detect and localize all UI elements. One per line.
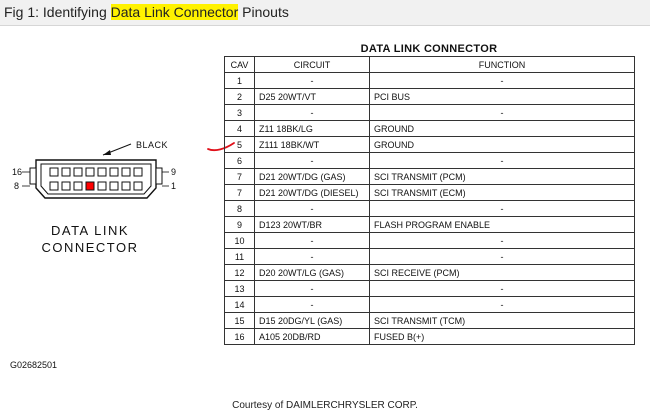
cav-cell: 4	[225, 121, 255, 137]
circuit-cell: Z111 18BK/WT	[255, 137, 370, 153]
circuit-cell: -	[255, 201, 370, 217]
header-circuit: CIRCUIT	[255, 57, 370, 73]
cav-cell: 16	[225, 329, 255, 345]
cav-cell: 1	[225, 73, 255, 89]
cav-cell: 7	[225, 169, 255, 185]
cav-cell: 10	[225, 233, 255, 249]
table-row	[225, 313, 635, 329]
connector-housing	[36, 160, 156, 198]
pin-label-8: 8	[14, 181, 20, 191]
cav-cell: 8	[225, 201, 255, 217]
table-row	[225, 233, 635, 249]
cav-cell: 3	[225, 105, 255, 121]
header-cav: CAV	[225, 57, 255, 73]
function-cell: -	[370, 233, 635, 249]
circuit-cell: -	[255, 233, 370, 249]
courtesy-credit: Courtesy of DAIMLERCHRYSLER CORP.	[232, 400, 418, 411]
table-row	[225, 249, 635, 265]
pin-label-1: 1	[171, 181, 177, 191]
pin-label-9: 9	[171, 167, 177, 177]
function-cell: -	[370, 201, 635, 217]
black-label: BLACK	[136, 140, 169, 150]
cav-cell: 13	[225, 281, 255, 297]
figure-title-suffix: Pinouts	[238, 4, 289, 20]
table-row	[225, 89, 635, 105]
cav-cell: 12	[225, 265, 255, 281]
table-row	[225, 265, 635, 281]
cav-cell: 5	[225, 137, 255, 153]
function-cell: -	[370, 105, 635, 121]
circuit-cell: -	[255, 105, 370, 121]
function-cell: SCI TRANSMIT (TCM)	[370, 313, 635, 329]
header-function: FUNCTION	[370, 57, 635, 73]
circuit-cell: -	[255, 297, 370, 313]
table-row	[225, 185, 635, 201]
highlighted-pin-5	[86, 182, 94, 190]
connector-caption	[30, 222, 150, 256]
table-header-row	[225, 57, 635, 73]
table-row	[225, 105, 635, 121]
function-cell: FUSED B(+)	[370, 329, 635, 345]
circuit-cell: -	[255, 281, 370, 297]
figure-header	[0, 0, 650, 26]
cav-cell: 7	[225, 185, 255, 201]
function-cell: GROUND	[370, 137, 635, 153]
table-row	[225, 73, 635, 89]
circuit-cell: D123 20WT/BR	[255, 217, 370, 233]
cav-cell: 6	[225, 153, 255, 169]
function-cell: GROUND	[370, 121, 635, 137]
circuit-cell: -	[255, 73, 370, 89]
table-title: DATA LINK CONNECTOR	[360, 43, 498, 55]
black-pointer-arrow	[103, 150, 111, 155]
pinout-table	[224, 56, 635, 345]
reference-code: G02682501	[10, 360, 58, 370]
connector-caption-line1: DATA LINK	[50, 223, 130, 238]
circuit-cell: A105 20DB/RD	[255, 329, 370, 345]
cav-cell: 11	[225, 249, 255, 265]
figure-title-highlight: Data Link Connector	[110, 4, 239, 20]
function-cell: SCI RECEIVE (PCM)	[370, 265, 635, 281]
table-row	[225, 217, 635, 233]
function-cell: PCI BUS	[370, 89, 635, 105]
function-cell: SCI TRANSMIT (PCM)	[370, 169, 635, 185]
cav-cell: 15	[225, 313, 255, 329]
cav-cell: 14	[225, 297, 255, 313]
figure-title-prefix: Fig 1: Identifying	[4, 4, 111, 20]
function-cell: FLASH PROGRAM ENABLE	[370, 217, 635, 233]
pin-label-16: 16	[12, 167, 23, 177]
table-row	[225, 281, 635, 297]
table-row	[225, 297, 635, 313]
cav-cell: 2	[225, 89, 255, 105]
function-cell: -	[370, 249, 635, 265]
function-cell: -	[370, 297, 635, 313]
connector-caption-line2: CONNECTOR	[41, 240, 139, 255]
circuit-cell: Z11 18BK/LG	[255, 121, 370, 137]
table-row	[225, 137, 635, 153]
table-row	[225, 201, 635, 217]
function-cell: -	[370, 281, 635, 297]
circuit-cell: D25 20WT/VT	[255, 89, 370, 105]
circuit-cell: D21 20WT/DG (DIESEL)	[255, 185, 370, 201]
connector-right-tab	[156, 168, 162, 184]
table-row	[225, 169, 635, 185]
function-cell: -	[370, 73, 635, 89]
cav-cell: 9	[225, 217, 255, 233]
circuit-cell: D21 20WT/DG (GAS)	[255, 169, 370, 185]
function-cell: -	[370, 153, 635, 169]
connector-left-tab	[30, 168, 36, 184]
figure-title	[4, 4, 289, 20]
circuit-cell: D15 20DG/YL (GAS)	[255, 313, 370, 329]
table-row	[225, 329, 635, 345]
function-cell: SCI TRANSMIT (ECM)	[370, 185, 635, 201]
circuit-cell: D20 20WT/LG (GAS)	[255, 265, 370, 281]
table-row	[225, 121, 635, 137]
table-row	[225, 153, 635, 169]
circuit-cell: -	[255, 153, 370, 169]
circuit-cell: -	[255, 249, 370, 265]
